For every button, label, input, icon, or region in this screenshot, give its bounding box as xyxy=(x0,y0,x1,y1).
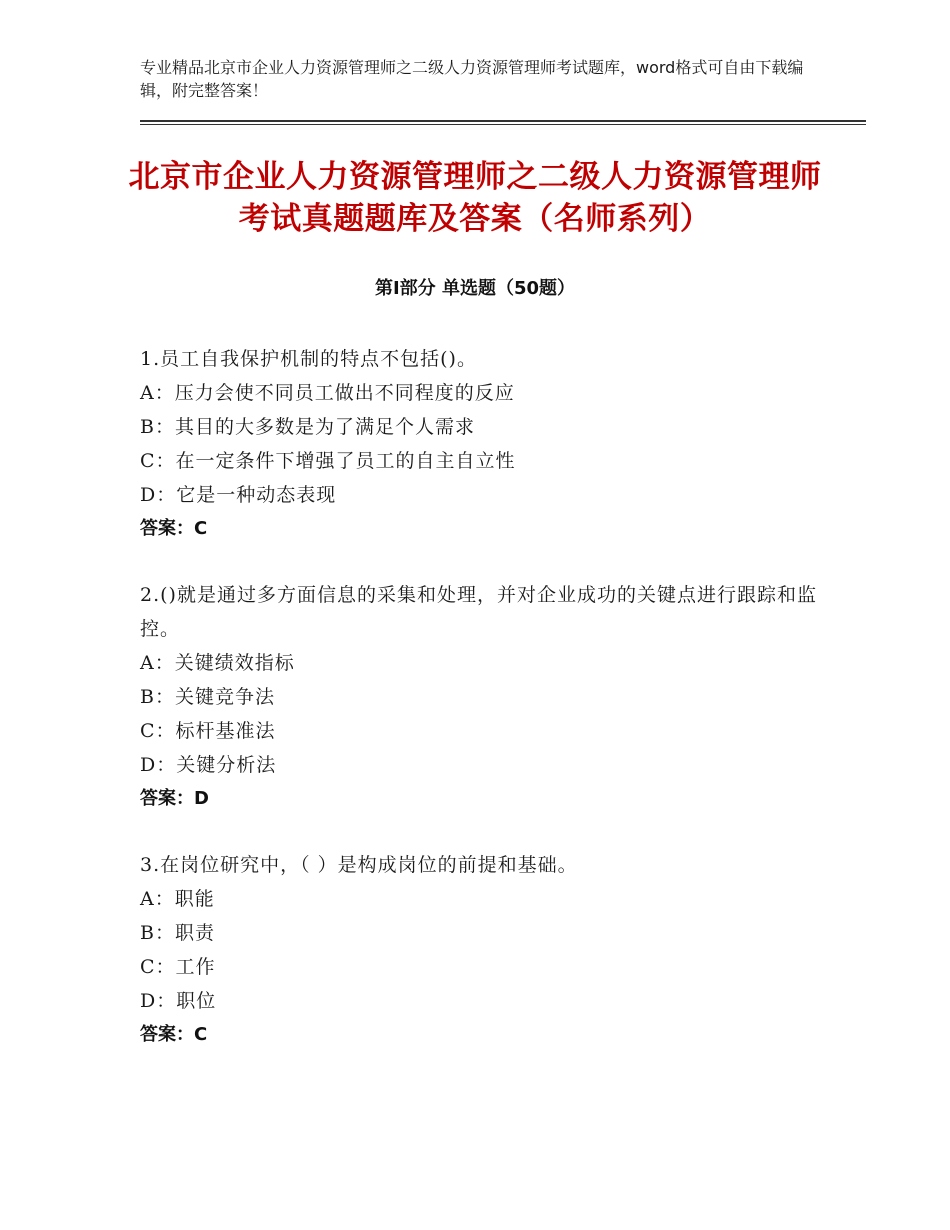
question-3 xyxy=(140,848,820,1052)
header-divider xyxy=(140,120,866,125)
question-stem: 1.员工自我保护机制的特点不包括()。 xyxy=(140,348,477,370)
option-d: D：职位 xyxy=(140,990,217,1012)
option-a: A：职能 xyxy=(140,888,215,910)
question-stem: 2.()就是通过多方面信息的采集和处理，并对企业成功的关键点进行跟踪和监控。 xyxy=(140,584,817,640)
option-c: C：工作 xyxy=(140,956,216,978)
section-heading: 第Ⅰ部分 单选题（50题） xyxy=(374,278,575,299)
option-b: B：职责 xyxy=(140,922,215,944)
answer: 答案：C xyxy=(140,518,208,539)
option-d: D：关键分析法 xyxy=(140,754,277,776)
question-2 xyxy=(140,578,820,816)
option-c: C：标杆基准法 xyxy=(140,720,276,742)
answer: 答案：C xyxy=(140,1024,208,1045)
option-a: A：关键绩效指标 xyxy=(140,652,295,674)
question-list xyxy=(140,342,820,1084)
option-c: C：在一定条件下增强了员工的自主自立性 xyxy=(140,450,516,472)
option-b: B：关键竞争法 xyxy=(140,686,275,708)
header-note: 专业精品北京市企业人力资源管理师之二级人力资源管理师考试题库，word格式可自由下载编辑，附完整答案！ xyxy=(140,58,804,100)
document-title: 北京市企业人力资源管理师之二级人力资源管理师考试真题题库及答案（名师系列） xyxy=(128,159,822,237)
answer: 答案：D xyxy=(140,788,209,809)
option-b: B：其目的大多数是为了满足个人需求 xyxy=(140,416,475,438)
option-d: D：它是一种动态表现 xyxy=(140,484,337,506)
question-stem: 3.在岗位研究中，（ ）是构成岗位的前提和基础。 xyxy=(140,854,578,876)
question-1 xyxy=(140,342,820,546)
option-a: A：压力会使不同员工做出不同程度的反应 xyxy=(140,382,515,404)
